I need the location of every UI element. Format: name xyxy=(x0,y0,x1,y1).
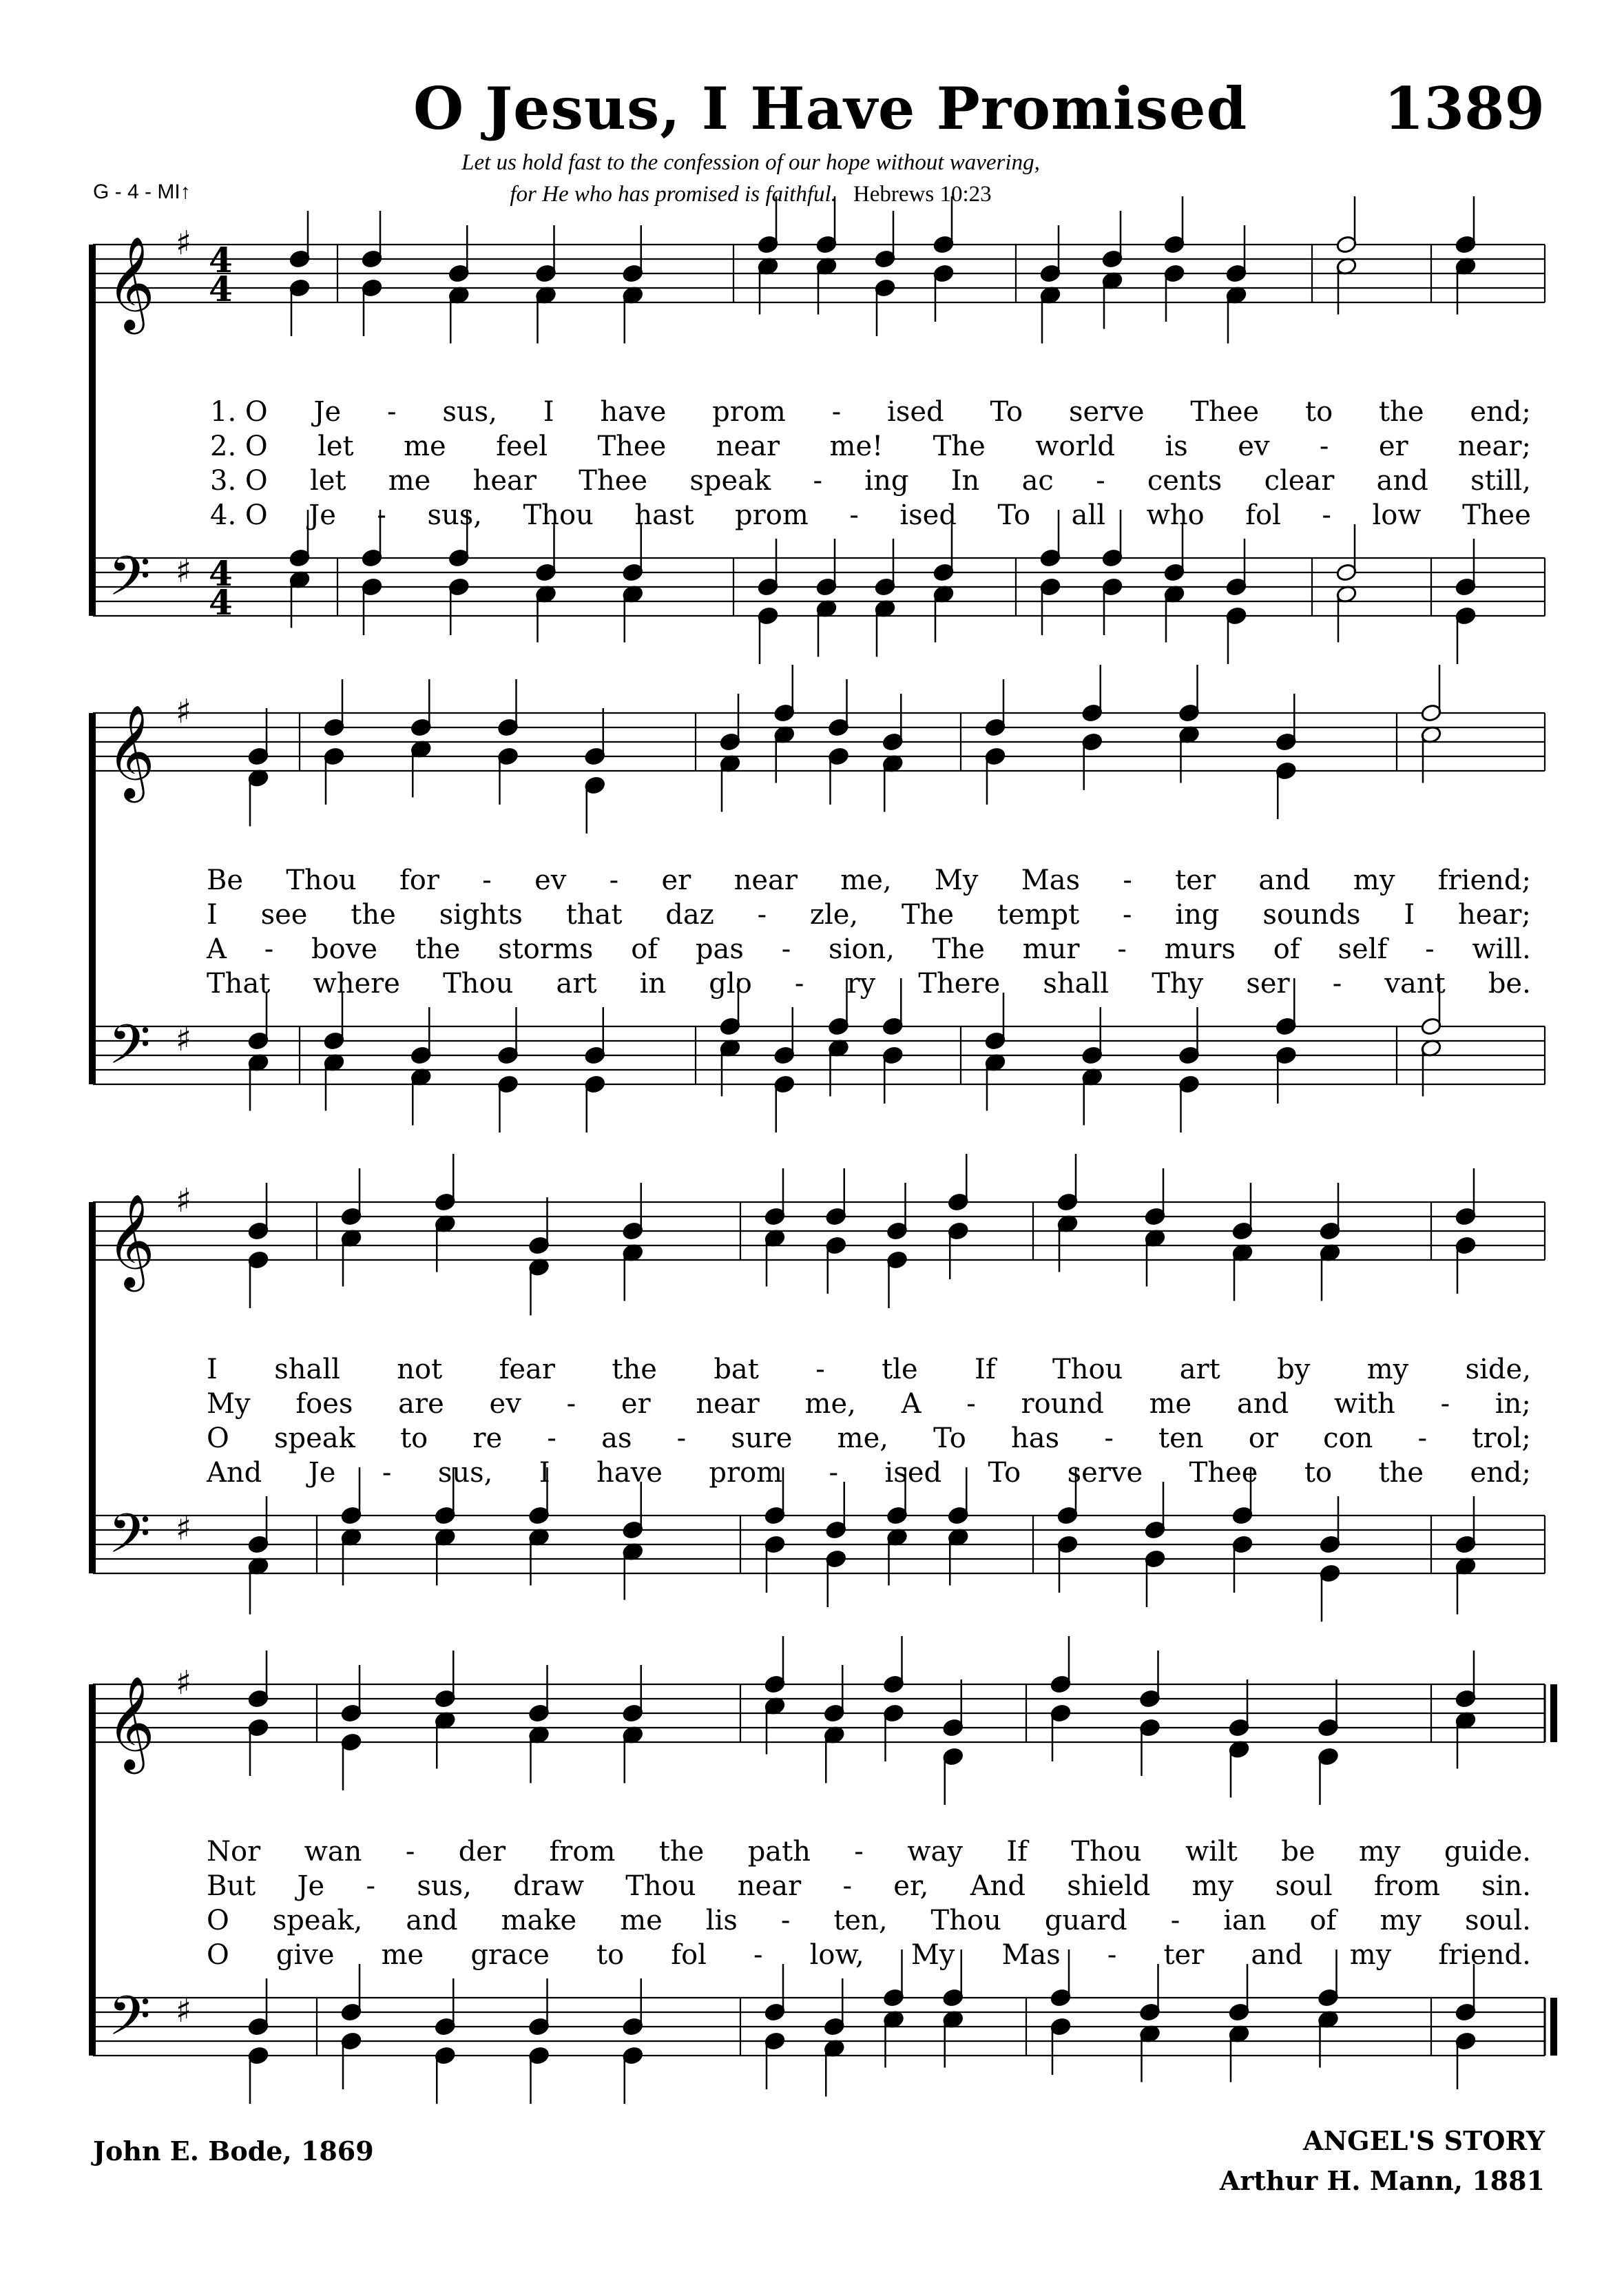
lyric-syllable: Thee xyxy=(1462,499,1531,531)
lyric-syllable: give xyxy=(275,1939,335,1971)
lyric-syllable: tempt xyxy=(997,899,1080,931)
lyric-syllable: still, xyxy=(1470,465,1531,497)
sharp-icon: ♯ xyxy=(176,552,192,590)
lyric-syllable: vant xyxy=(1384,968,1446,1000)
lyric-syllable: near xyxy=(696,1388,760,1420)
lyric-syllable: To xyxy=(933,1423,966,1454)
lyric-syllable: as xyxy=(601,1423,632,1454)
lyric-syllable: be xyxy=(1281,1836,1315,1868)
lyric-syllable: wan xyxy=(304,1836,362,1868)
lyric-syllable: The xyxy=(901,899,955,931)
lyric-syllable: der xyxy=(458,1836,506,1868)
lyric-syllable: Thou xyxy=(930,1905,1001,1936)
lyric-line-3-3 xyxy=(207,1423,1531,1454)
lyric-syllable: me! xyxy=(829,431,884,462)
lyric-syllable: - xyxy=(854,1836,864,1868)
lyric-syllable: fear xyxy=(499,1354,556,1385)
time-signature: 4 xyxy=(209,269,233,309)
lyric-syllable: my xyxy=(1358,1836,1401,1868)
lyric-syllable: sus, xyxy=(427,499,482,531)
time-signature: 4 xyxy=(209,553,233,594)
lyric-syllable: - xyxy=(547,1423,556,1454)
lyric-syllable: near xyxy=(737,1870,802,1902)
lyric-syllable: - xyxy=(1332,968,1342,1000)
lyric-syllable: Thou xyxy=(286,865,357,896)
lyric-syllable: me, xyxy=(840,865,892,896)
lyric-syllable: ry xyxy=(846,968,876,1000)
lyric-syllable: A xyxy=(901,1388,922,1420)
lyric-syllable: If xyxy=(1006,1836,1028,1868)
epigraph-text: for He who has promised is faithful. xyxy=(510,182,837,207)
lyric-syllable: Mas xyxy=(1021,865,1081,896)
sharp-icon: ♯ xyxy=(176,224,192,262)
lyric-syllable: has xyxy=(1011,1423,1060,1454)
lyric-syllable: - xyxy=(781,933,791,965)
sharp-icon: ♯ xyxy=(176,1181,192,1220)
lyric-syllable: to xyxy=(1304,1457,1333,1489)
lyric-syllable: - xyxy=(1123,865,1132,896)
lyric-syllable: ser xyxy=(1246,968,1290,1000)
time-signature: 4 xyxy=(209,240,233,280)
lyric-syllable: pas xyxy=(695,933,744,965)
lyric-syllable: low xyxy=(1372,499,1422,531)
lyric-line-1-3 xyxy=(210,465,1531,497)
lyric-syllable: That xyxy=(207,968,271,1000)
lyric-syllable: - xyxy=(387,396,397,428)
lyric-syllable: the xyxy=(351,899,396,931)
lyric-syllable: all xyxy=(1071,499,1106,531)
lyric-syllable: sights xyxy=(439,899,523,931)
hymn-number: 1389 xyxy=(1384,74,1545,143)
lyric-syllable: ev xyxy=(534,865,567,896)
lyric-syllable: my xyxy=(1349,1939,1392,1971)
lyric-syllable: ised xyxy=(884,1457,942,1489)
epigraph-line-1: Let us hold fast to the confession of our hope without wavering, xyxy=(461,150,1040,175)
lyric-syllable: - xyxy=(1319,431,1329,462)
lyric-syllable: The xyxy=(932,933,985,965)
treble-clef-icon: 𝄞 xyxy=(107,235,155,330)
lyric-syllable: that xyxy=(565,899,623,931)
lyric-line-3-4 xyxy=(207,1457,1531,1489)
tune-name: ANGEL'S STORY xyxy=(1302,2125,1545,2156)
lyric-syllable: I xyxy=(207,899,218,931)
lyric-syllable: world xyxy=(1035,431,1116,462)
lyric-syllable: trol; xyxy=(1472,1423,1531,1454)
lyric-syllable: shall xyxy=(274,1354,340,1385)
lyric-syllable: friend; xyxy=(1437,865,1531,896)
lyric-syllable: I xyxy=(539,1457,550,1489)
lyric-syllable: glo xyxy=(709,968,752,1000)
lyric-syllable: To xyxy=(997,499,1031,531)
lyric-syllable: mur xyxy=(1022,933,1080,965)
lyric-syllable: prom xyxy=(709,1457,783,1489)
lyric-syllable: bat xyxy=(714,1354,759,1385)
lyric-syllable: let xyxy=(309,465,346,497)
lyric-line-4-3 xyxy=(207,1905,1531,1936)
lyric-syllable: near xyxy=(733,865,798,896)
lyric-syllable: fol xyxy=(1245,499,1281,531)
lyric-syllable: with xyxy=(1333,1388,1395,1420)
lyric-syllable: prom xyxy=(712,396,786,428)
lyric-syllable: bove xyxy=(311,933,377,965)
lyric-syllable: sus, xyxy=(417,1870,472,1902)
lyric-syllable: - xyxy=(1440,1388,1450,1420)
lyric-syllable: My xyxy=(910,1939,955,1971)
lyric-syllable: are xyxy=(398,1388,444,1420)
lyric-syllable: the xyxy=(1378,396,1424,428)
lyric-syllable: who xyxy=(1146,499,1205,531)
lyric-syllable: - xyxy=(405,1836,415,1868)
lyric-syllable: by xyxy=(1277,1354,1311,1385)
lyric-syllable: A xyxy=(207,933,227,965)
lyric-syllable: ac xyxy=(1021,465,1054,497)
lyric-syllable: me xyxy=(1149,1388,1192,1420)
lyric-syllable: art xyxy=(556,968,597,1000)
lyric-syllable: storms xyxy=(498,933,594,965)
lyric-syllable: I xyxy=(543,396,554,428)
lyric-syllable: - xyxy=(831,396,842,428)
lyric-syllable: Je xyxy=(297,1870,325,1902)
lyric-syllable: re xyxy=(472,1423,503,1454)
key-signature-info: G - 4 - MI↑ xyxy=(93,180,191,203)
lyric-syllable: - xyxy=(780,1905,791,1936)
system-brace xyxy=(89,713,96,1084)
lyric-syllable: daz xyxy=(665,899,714,931)
lyric-syllable: Thou xyxy=(443,968,514,1000)
lyric-syllable: speak, xyxy=(272,1905,363,1936)
lyric-syllable: ian xyxy=(1223,1905,1267,1936)
lyric-syllable: art xyxy=(1179,1354,1220,1385)
lyric-syllable: - xyxy=(1104,1423,1114,1454)
lyric-syllable: To xyxy=(990,396,1023,428)
sharp-icon: ♯ xyxy=(176,692,192,731)
lyric-syllable: And xyxy=(970,1870,1026,1902)
time-signature: 4 xyxy=(209,582,233,623)
sharp-icon: ♯ xyxy=(176,1992,192,2030)
system-brace xyxy=(89,245,96,616)
lyric-syllable: con xyxy=(1323,1423,1373,1454)
system-brace xyxy=(89,1202,96,1573)
lyric-syllable: hast xyxy=(634,499,694,531)
lyric-syllable: But xyxy=(207,1870,256,1902)
bass-clef-icon: 𝄢 xyxy=(108,1502,151,1579)
lyric-syllable: Mas xyxy=(1001,1939,1061,1971)
lyric-syllable: speak xyxy=(689,465,771,497)
lyric-line-2-2 xyxy=(207,899,1531,931)
lyric-syllable: 2. O xyxy=(210,431,268,462)
lyric-syllable: Thou xyxy=(625,1870,696,1902)
lyric-syllable: of xyxy=(1309,1905,1337,1936)
lyric-syllable: hear xyxy=(472,465,537,497)
lyric-syllable: - xyxy=(757,899,767,931)
lyric-syllable: My xyxy=(207,1388,251,1420)
lyric-line-2-1 xyxy=(207,865,1531,896)
lyric-syllable: ised xyxy=(899,499,957,531)
bass-clef-icon: 𝄢 xyxy=(108,544,151,621)
lyric-syllable: ter xyxy=(1175,865,1216,896)
lyric-syllable: self xyxy=(1337,933,1388,965)
lyric-syllable: to xyxy=(400,1423,428,1454)
lyric-syllable: near xyxy=(716,431,780,462)
lyric-syllable: - xyxy=(1322,499,1331,531)
lyric-syllable: - xyxy=(815,1354,825,1385)
lyric-syllable: my xyxy=(1366,1354,1409,1385)
lyric-syllable: guard xyxy=(1044,1905,1127,1936)
lyric-syllable: in xyxy=(639,968,667,1000)
lyric-syllable: my xyxy=(1191,1870,1234,1902)
lyric-syllable: ev xyxy=(1238,431,1270,462)
lyric-syllable: the xyxy=(415,933,461,965)
lyric-syllable: - xyxy=(1417,1423,1428,1454)
lyric-syllable: me xyxy=(404,431,446,462)
lyric-syllable: 4. O xyxy=(210,499,268,531)
lyric-syllable: - xyxy=(753,1939,763,1971)
lyric-syllable: - xyxy=(377,499,386,531)
lyric-syllable: wilt xyxy=(1185,1836,1238,1868)
sharp-icon: ♯ xyxy=(176,1664,192,1702)
lyric-syllable: and xyxy=(1258,865,1311,896)
lyricist-credit: John E. Bode, 1869 xyxy=(93,2135,374,2166)
lyric-syllable: zle, xyxy=(809,899,859,931)
lyric-syllable: ing xyxy=(1175,899,1220,931)
lyric-syllable: or xyxy=(1248,1423,1278,1454)
lyric-syllable: - xyxy=(366,1870,376,1902)
lyric-syllable: Je xyxy=(309,499,336,531)
lyric-syllable: my xyxy=(1353,865,1395,896)
lyric-syllable: Thee xyxy=(1189,1457,1258,1489)
lyric-syllable: the xyxy=(612,1354,657,1385)
lyric-syllable: not xyxy=(397,1354,443,1385)
lyric-syllable: I xyxy=(1404,899,1415,931)
lyric-syllable: 3. O xyxy=(210,465,268,497)
lyric-syllable: the xyxy=(1378,1457,1424,1489)
lyric-syllable: - xyxy=(1123,899,1132,931)
lyric-syllable: er xyxy=(661,865,691,896)
lyric-syllable: Thee xyxy=(597,431,667,462)
lyric-syllable: My xyxy=(934,865,979,896)
lyric-syllable: round xyxy=(1021,1388,1104,1420)
lyric-syllable: tle xyxy=(882,1354,918,1385)
lyric-syllable: - xyxy=(382,1457,392,1489)
lyric-syllable: near; xyxy=(1458,431,1531,462)
lyric-syllable: to xyxy=(1305,396,1333,428)
lyric-syllable: serve xyxy=(1067,1457,1143,1489)
lyric-syllable: fol xyxy=(671,1939,707,1971)
lyric-syllable: side, xyxy=(1465,1354,1531,1385)
treble-clef-icon: 𝄞 xyxy=(107,1192,155,1287)
lyric-syllable: me, xyxy=(804,1388,856,1420)
lyric-line-2-3 xyxy=(207,933,1531,965)
lyric-syllable: from xyxy=(1373,1870,1440,1902)
lyric-syllable: If xyxy=(975,1354,996,1385)
lyric-syllable: ev xyxy=(489,1388,521,1420)
lyric-syllable: hear; xyxy=(1457,899,1531,931)
lyric-syllable: - xyxy=(1170,1905,1180,1936)
lyric-syllable: er xyxy=(1378,431,1408,462)
lyric-syllable: and xyxy=(406,1905,458,1936)
lyric-syllable: guide. xyxy=(1444,1836,1531,1868)
lyric-syllable: shall xyxy=(1043,968,1110,1000)
lyric-syllable: - xyxy=(482,865,492,896)
lyric-syllable: - xyxy=(794,968,804,1000)
lyric-syllable: soul. xyxy=(1464,1905,1531,1936)
lyric-syllable: and xyxy=(1251,1939,1303,1971)
sharp-icon: ♯ xyxy=(176,1020,192,1059)
lyric-syllable: ten xyxy=(1158,1423,1204,1454)
lyric-syllable: In xyxy=(950,465,980,497)
lyric-syllable: sion, xyxy=(829,933,895,965)
lyric-syllable: is xyxy=(1165,431,1188,462)
lyric-line-1-1 xyxy=(210,396,1531,428)
lyric-line-3-1 xyxy=(207,1354,1531,1385)
lyric-syllable: - xyxy=(813,465,823,497)
lyric-syllable: and xyxy=(1236,1388,1289,1420)
lyric-syllable: er, xyxy=(893,1870,929,1902)
lyric-syllable: from xyxy=(549,1836,616,1868)
lyric-syllable: me xyxy=(620,1905,663,1936)
lyric-syllable: To xyxy=(988,1457,1021,1489)
lyric-syllable: path xyxy=(747,1836,811,1868)
lyric-syllable: - xyxy=(1425,933,1435,965)
lyric-syllable: of xyxy=(631,933,658,965)
lyric-syllable: soul xyxy=(1275,1870,1333,1902)
lyric-syllable: have xyxy=(600,396,667,428)
lyric-syllable: and xyxy=(1376,465,1428,497)
lyric-line-4-2 xyxy=(207,1870,1531,1902)
lyric-syllable: - xyxy=(966,1388,976,1420)
lyric-syllable: see xyxy=(260,899,308,931)
lyric-syllable: foes xyxy=(295,1388,353,1420)
lyric-syllable: way xyxy=(907,1836,963,1868)
lyric-syllable: lis xyxy=(705,1905,738,1936)
lyric-line-4-1 xyxy=(207,1836,1531,1868)
lyric-syllable: clear xyxy=(1264,465,1335,497)
lyric-syllable: sin. xyxy=(1481,1870,1531,1902)
lyric-syllable: Thou xyxy=(1071,1836,1142,1868)
lyric-syllable: ing xyxy=(864,465,909,497)
lyric-syllable: - xyxy=(849,499,859,531)
lyric-syllable: serve xyxy=(1068,396,1145,428)
lyric-syllable: ter xyxy=(1163,1939,1205,1971)
lyric-syllable: - xyxy=(676,1423,687,1454)
lyric-syllable: me, xyxy=(837,1423,888,1454)
system-brace xyxy=(89,1684,96,2056)
lyric-syllable: Thou xyxy=(523,499,594,531)
lyric-syllable: shield xyxy=(1067,1870,1151,1902)
lyric-syllable: draw xyxy=(513,1870,584,1902)
lyric-syllable: sus, xyxy=(437,1457,493,1489)
lyric-syllable: feel xyxy=(496,431,548,462)
lyric-line-4-4 xyxy=(207,1939,1531,1971)
lyric-syllable: O xyxy=(207,1423,229,1454)
bass-clef-icon: 𝄢 xyxy=(108,1984,151,2061)
lyric-syllable: - xyxy=(1107,1939,1117,1971)
lyric-syllable: 1. O xyxy=(210,396,268,428)
bass-clef-icon: 𝄢 xyxy=(108,1013,151,1090)
hymn-title: O Jesus, I Have Promised xyxy=(413,74,1248,143)
lyric-syllable: low, xyxy=(809,1939,864,1971)
lyric-syllable: - xyxy=(842,1870,852,1902)
lyric-syllable: - xyxy=(566,1388,576,1420)
lyric-syllable: The xyxy=(933,431,986,462)
lyric-syllable: let xyxy=(317,431,354,462)
lyric-line-3-2 xyxy=(207,1388,1531,1420)
lyric-line-2-4 xyxy=(207,968,1531,1000)
lyric-syllable: Thou xyxy=(1052,1354,1123,1385)
lyric-syllable: friend. xyxy=(1438,1939,1531,1971)
lyric-syllable: speak xyxy=(273,1423,355,1454)
lyric-syllable: Thee xyxy=(579,465,648,497)
lyric-syllable: of xyxy=(1273,933,1300,965)
lyric-syllable: me xyxy=(388,465,431,497)
lyric-syllable: will. xyxy=(1472,933,1531,965)
lyric-syllable: Je xyxy=(313,396,342,428)
lyric-syllable: Nor xyxy=(207,1836,261,1868)
lyric-syllable: the xyxy=(658,1836,705,1868)
lyric-syllable: Be xyxy=(207,865,244,896)
composer-credit: Arthur H. Mann, 1881 xyxy=(1219,2165,1545,2196)
lyric-syllable: be. xyxy=(1488,968,1531,1000)
lyric-syllable: There xyxy=(918,968,1001,1000)
lyric-syllable: ten, xyxy=(833,1905,888,1936)
lyric-syllable: prom xyxy=(735,499,809,531)
lyric-syllable: me xyxy=(381,1939,424,1971)
lyric-syllable: I xyxy=(207,1354,218,1385)
lyric-syllable: end; xyxy=(1470,1457,1531,1489)
lyric-syllable: - xyxy=(829,1457,839,1489)
lyric-syllable: make xyxy=(501,1905,577,1936)
lyric-syllable: ised xyxy=(887,396,944,428)
lyric-syllable: sus, xyxy=(442,396,497,428)
treble-clef-icon: 𝄞 xyxy=(107,1675,155,1770)
lyric-syllable: grace xyxy=(470,1939,550,1971)
lyric-syllable: And xyxy=(207,1457,262,1489)
lyric-syllable: in; xyxy=(1495,1388,1531,1420)
lyric-syllable: for xyxy=(399,865,439,896)
lyric-syllable: Je xyxy=(308,1457,336,1489)
lyric-syllable: er xyxy=(621,1388,651,1420)
lyric-syllable: O xyxy=(207,1905,229,1936)
lyric-syllable: have xyxy=(596,1457,663,1489)
lyric-syllable: sure xyxy=(731,1423,793,1454)
lyric-line-1-2 xyxy=(210,431,1531,462)
lyric-syllable: Thee xyxy=(1190,396,1260,428)
lyric-syllable: to xyxy=(596,1939,625,1971)
lyric-syllable: where xyxy=(313,968,400,1000)
treble-clef-icon: 𝄞 xyxy=(107,703,155,798)
lyric-syllable: my xyxy=(1380,1905,1422,1936)
lyric-syllable: cents xyxy=(1147,465,1222,497)
lyric-syllable: - xyxy=(264,933,274,965)
lyric-syllable: - xyxy=(609,865,619,896)
lyric-syllable: murs xyxy=(1164,933,1236,965)
sharp-icon: ♯ xyxy=(176,1509,192,1548)
lyric-syllable: - xyxy=(1096,465,1105,497)
lyric-line-1-4 xyxy=(210,499,1531,531)
scripture-reference: Hebrews 10:23 xyxy=(853,182,992,207)
lyric-syllable: end; xyxy=(1470,396,1531,428)
lyric-syllable: O xyxy=(207,1939,229,1971)
lyric-syllable: sounds xyxy=(1262,899,1361,931)
lyric-syllable: Thy xyxy=(1152,968,1204,1000)
lyric-syllable: - xyxy=(1117,933,1127,965)
